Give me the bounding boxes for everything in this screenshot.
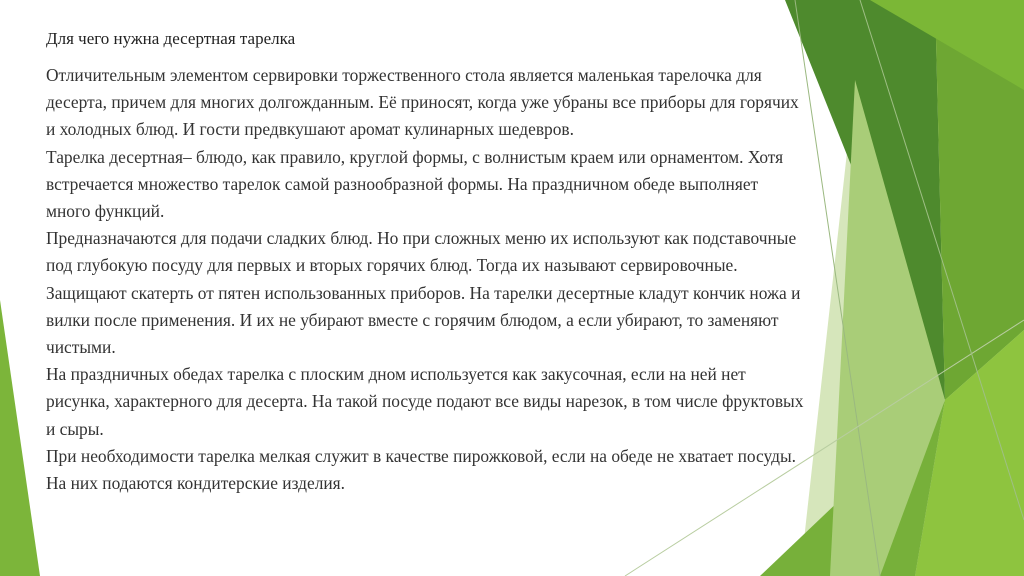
paragraph-3: Предназначаются для подачи сладких блюд. Но при сложных меню их используют как подставочные под глубокую посуду для первых и вторых горячих блюд. Тогда их называют сервировочные. Защищают скатерть от пятен использованных приборов. На тарелки десертные кладут кончик ножа и вилки после применения. И их не убирают вместе с горячим блюдом, а если убирают, то заменяют чистыми. bbox=[46, 228, 801, 358]
slide-body bbox=[46, 62, 806, 497]
paragraph-1: Отличительным элементом сервировки торжественного стола является маленькая тарелочка для десерта, причем для многих долгожданным. Её приносят, когда уже убраны все приборы для горячих и холодных блюд. И гости предвкушают аромат кулинарных шедевров. bbox=[46, 65, 799, 140]
left-green-triangle bbox=[0, 300, 40, 576]
slide-title: Для чего нужна десертная тарелка bbox=[46, 29, 296, 48]
paragraph-5: При необходимости тарелка мелкая служит в качестве пирожковой, если на обеде не хватает посуды. На них подаются кондитерские изделия. bbox=[46, 445, 796, 494]
paragraph-4: На праздничных обедах тарелка с плоским дном используется как закусочная, если на ней нет рисунка, характерного для десерта. На такой посуде подают все виды нарезок, в том числе фруктовых и сыры. bbox=[46, 364, 804, 439]
paragraph-2: Тарелка десертная– блюдо, как правило, круглой формы, с волнистым краем или орнаментом. Хотя встречается множество тарелок самой разнообразной формы. На праздничном обеде выполняет много функций. bbox=[46, 146, 784, 222]
